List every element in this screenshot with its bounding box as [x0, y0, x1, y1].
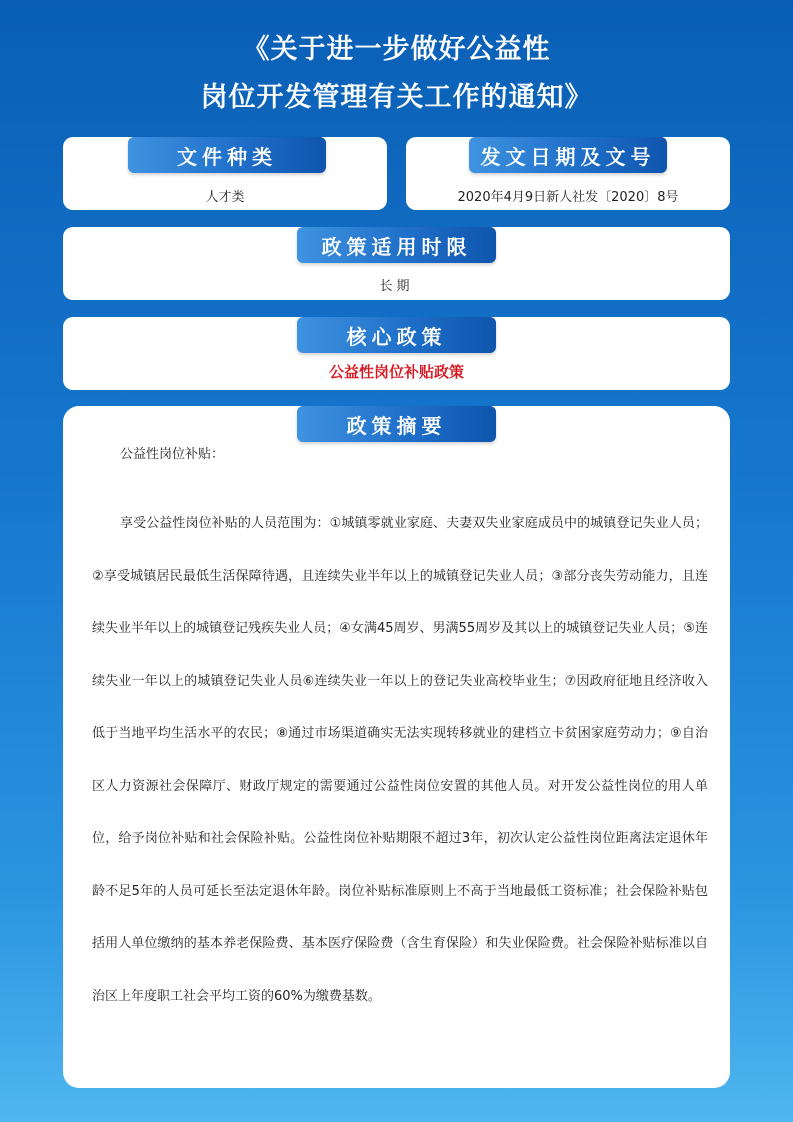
issue-value: 2020年4月9日新人社发〔2020〕8号 — [457, 190, 679, 205]
issue-label: 发文日期及文号 — [469, 137, 667, 173]
core-policy-label: 核心政策 — [297, 317, 496, 353]
doc-type-value: 人才类 — [205, 190, 245, 205]
summary-subheading: 公益性岗位补贴： — [120, 447, 225, 462]
summary-content — [92, 440, 708, 1023]
page-title-line-1: 《关于进一步做好公益性 — [242, 34, 551, 65]
summary-body: 享受公益性岗位补贴的人员范围为：①城镇零就业家庭、夫妻双失业家庭成员中的城镇登记失业人员；②享受城镇居民最低生活保障待遇，且连续失业半年以上的城镇登记失业人员；③部分丧失劳动能力，且连续失业半年以上的城镇登记残疾失业人员；④女满45周岁、男满55周岁及其以上的城镇登记失业人员；⑤连续失业一年以上的城镇登记失业人员⑥连续失业一年以上的登记失业高校毕业生；⑦因政府征地且经济收入低于当地平均生活水平的农民；⑧通过市场渠道确实无法实现转移就业的建档立卡贫困家庭劳动力；⑨自治区人力资源社会保障厅、财政厅规定的需要通过公益性岗位安置的其他人员。对开发公益性岗位的用人单位，给予岗位补贴和社会保险补贴。公益性岗位补贴期限不超过3年，初次认定公益性岗位距离法定退休年龄不足5年的人员可延长至法定退休年龄。岗位补贴标准原则上不高于当地最低工资标准；社会保险补贴包括用人单位缴纳的基本养老保险费、基本医疗保险费（含生育保险）和失业保险费。社会保险补贴标准以自治区上年度职工社会平均工资的60%为缴费基数。 — [92, 516, 708, 1004]
core-policy-value: 公益性岗位补贴政策 — [328, 363, 464, 381]
summary-label: 政策摘要 — [297, 406, 496, 442]
page-title-line-2: 岗位开发管理有关工作的通知》 — [200, 82, 593, 113]
validity-value: 长期 — [379, 279, 414, 294]
doc-type-label: 文件种类 — [128, 137, 326, 173]
validity-label: 政策适用时限 — [297, 227, 496, 263]
